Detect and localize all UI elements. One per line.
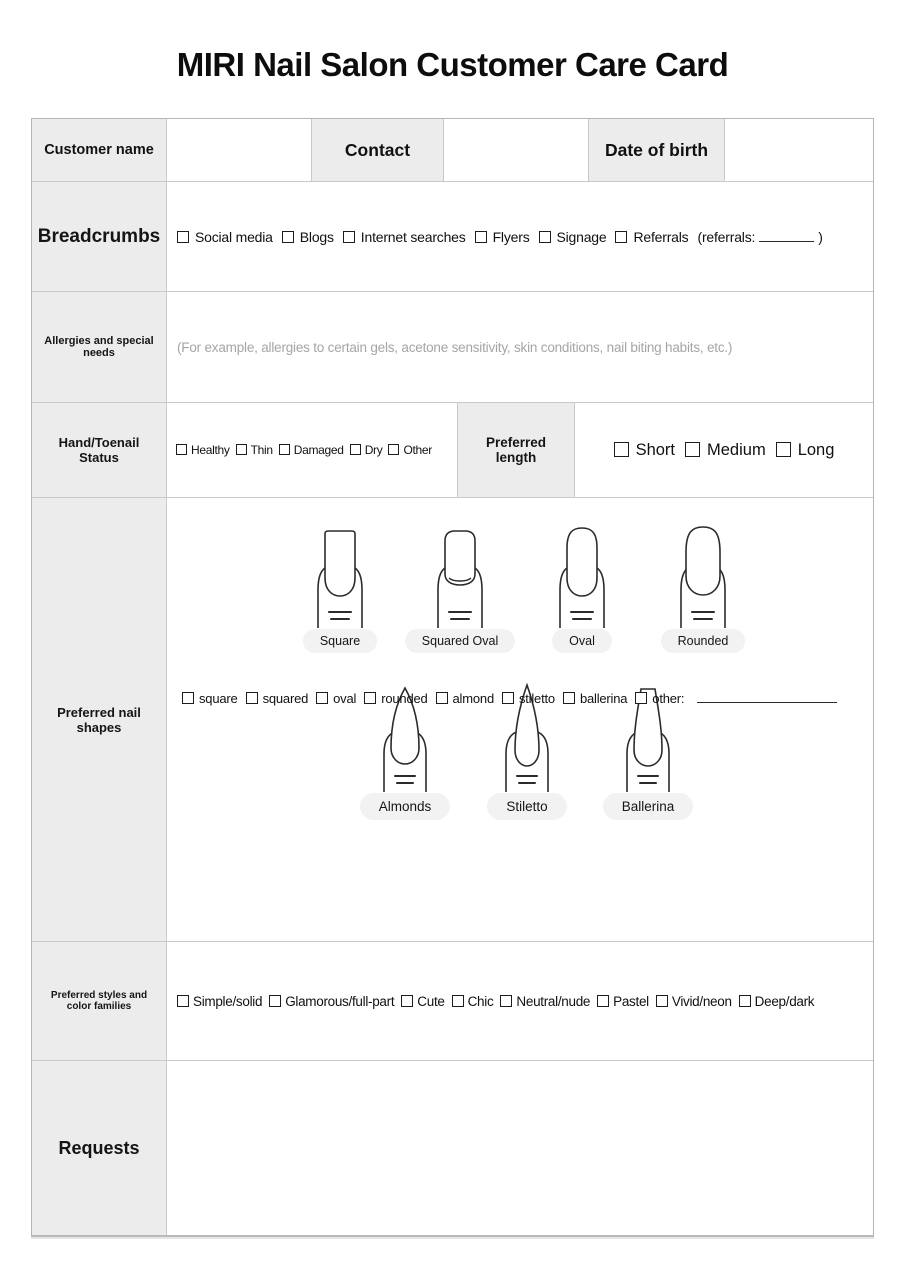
table-row-nail-shapes [32, 497, 873, 941]
checkbox-icon[interactable] [182, 692, 194, 704]
hand-status-label: Hand/Toenail Status [32, 403, 166, 497]
contact-input-cell[interactable] [443, 119, 588, 181]
preferred-length-label: Preferred length [457, 403, 574, 497]
length-option-medium[interactable]: Medium [685, 441, 766, 459]
requests-label: Requests [32, 1061, 166, 1235]
nail-shape-rounded-figure [643, 522, 763, 653]
table-row-styles [32, 941, 873, 1060]
date-of-birth-label: Date of birth [588, 119, 724, 181]
checkbox-icon[interactable] [246, 692, 258, 704]
breadcrumb-option-signage[interactable]: Signage [539, 229, 607, 245]
hand-status-option-damaged[interactable]: Damaged [279, 443, 344, 457]
checkbox-icon[interactable] [279, 444, 290, 455]
allergies-label: Allergies and special needs [32, 292, 166, 402]
style-option-pastel[interactable]: Pastel [597, 994, 649, 1009]
checkbox-icon[interactable] [500, 995, 512, 1007]
checkbox-icon[interactable] [615, 231, 627, 243]
shape-option-other[interactable]: other: [635, 691, 684, 706]
styles-label: Preferred styles and color families [32, 942, 166, 1060]
style-option-glamorous-full-part[interactable]: Glamorous/full-part [269, 994, 394, 1009]
checkbox-icon[interactable] [597, 995, 609, 1007]
care-card-table [31, 118, 874, 1237]
shape-option-square[interactable]: square [182, 691, 238, 706]
date-of-birth-input-cell[interactable] [724, 119, 873, 181]
preferred-length-options [574, 403, 873, 497]
style-option-cute[interactable]: Cute [401, 994, 444, 1009]
customer-name-input-cell[interactable] [166, 119, 311, 181]
checkbox-icon[interactable] [685, 442, 700, 457]
nail-shape-rounded-illustration [648, 522, 758, 628]
shape-pill-oval: Oval [552, 629, 612, 653]
length-option-short[interactable]: Short [614, 441, 675, 459]
hand-status-option-dry[interactable]: Dry [350, 443, 383, 457]
checkbox-icon[interactable] [388, 444, 399, 455]
breadcrumb-option-referrals[interactable]: Referrals [615, 229, 688, 245]
table-row-header-fields [32, 119, 873, 181]
requests-input-cell[interactable] [166, 1061, 873, 1235]
checkbox-icon[interactable] [436, 692, 448, 704]
allergies-placeholder: (For example, allergies to certain gels, acetone sensitivity, skin conditions, nail biting habits, etc.) [177, 339, 733, 355]
hand-status-option-healthy[interactable]: Healthy [176, 443, 230, 457]
shape-pill-ballerina: Ballerina [603, 793, 694, 820]
shape-option-rounded[interactable]: rounded [364, 691, 427, 706]
table-row-breadcrumbs [32, 181, 873, 291]
referrals-note: (referrals: [697, 229, 756, 245]
table-row-requests [32, 1060, 873, 1235]
contact-label: Contact [311, 119, 443, 181]
shape-pill-squared-oval: Squared Oval [405, 629, 515, 653]
breadcrumbs-label: Breadcrumbs [32, 182, 166, 291]
nail-shape-squared-oval-illustration [405, 522, 515, 628]
breadcrumb-option-internet-searches[interactable]: Internet searches [343, 229, 466, 245]
style-option-neutral-nude[interactable]: Neutral/nude [500, 994, 590, 1009]
style-option-deep-dark[interactable]: Deep/dark [739, 994, 815, 1009]
shape-other-blank-line[interactable] [697, 689, 837, 703]
hand-status-option-thin[interactable]: Thin [236, 443, 273, 457]
checkbox-icon[interactable] [236, 444, 247, 455]
checkbox-icon[interactable] [282, 231, 294, 243]
checkbox-icon[interactable] [177, 231, 189, 243]
table-row-allergies [32, 291, 873, 402]
page-title: MIRI Nail Salon Customer Care Card [176, 46, 729, 83]
checkbox-icon[interactable] [563, 692, 575, 704]
styles-options [166, 942, 821, 1060]
style-option-chic[interactable]: Chic [452, 994, 494, 1009]
breadcrumb-option-blogs[interactable]: Blogs [282, 229, 334, 245]
shape-option-squared[interactable]: squared [246, 691, 309, 706]
checkbox-icon[interactable] [269, 995, 281, 1007]
table-row-hand-status [32, 402, 873, 497]
breadcrumb-option-social-media[interactable]: Social media [177, 229, 273, 245]
shape-option-stiletto[interactable]: stiletto [502, 691, 555, 706]
shape-option-almond[interactable]: almond [436, 691, 494, 706]
shape-option-ballerina[interactable]: ballerina [563, 691, 627, 706]
checkbox-icon[interactable] [475, 231, 487, 243]
style-option-vivid-neon[interactable]: Vivid/neon [656, 994, 732, 1009]
length-option-long[interactable]: Long [776, 441, 835, 459]
referrals-note-close: ) [818, 229, 823, 245]
checkbox-icon[interactable] [452, 995, 464, 1007]
checkbox-icon[interactable] [316, 692, 328, 704]
customer-name-label: Customer name [32, 119, 166, 181]
hand-status-options [166, 403, 457, 497]
checkbox-icon[interactable] [614, 442, 629, 457]
nail-shape-square-illustration [285, 522, 395, 628]
breadcrumbs-options [166, 182, 823, 291]
nail-shape-oval-figure [522, 522, 642, 653]
checkbox-icon[interactable] [635, 692, 647, 704]
shape-pill-stiletto: Stiletto [487, 793, 566, 820]
allergies-input-cell[interactable] [166, 292, 732, 402]
nail-shapes-label: Preferred nail shapes [32, 498, 166, 941]
breadcrumb-option-flyers[interactable]: Flyers [475, 229, 530, 245]
shape-pill-almonds: Almonds [360, 793, 451, 820]
shape-pill-rounded: Rounded [661, 629, 746, 653]
checkbox-icon[interactable] [176, 444, 187, 455]
checkbox-icon[interactable] [177, 995, 189, 1007]
shape-option-oval[interactable]: oval [316, 691, 356, 706]
nail-shape-square-figure [280, 522, 400, 653]
checkbox-icon[interactable] [364, 692, 376, 704]
checkbox-icon[interactable] [539, 231, 551, 243]
checkbox-icon[interactable] [343, 231, 355, 243]
checkbox-icon[interactable] [350, 444, 361, 455]
style-option-simple-solid[interactable]: Simple/solid [177, 994, 262, 1009]
checkbox-icon[interactable] [502, 692, 514, 704]
nail-shape-squared-oval-figure [400, 522, 520, 653]
checkbox-icon[interactable] [776, 442, 791, 457]
checkbox-icon[interactable] [739, 995, 751, 1007]
referrals-blank-line[interactable] [759, 228, 814, 242]
shape-pill-square: Square [303, 629, 377, 653]
checkbox-icon[interactable] [401, 995, 413, 1007]
nail-shapes-content [166, 498, 873, 941]
hand-status-option-other[interactable]: Other [388, 443, 432, 457]
nail-shape-oval-illustration [527, 522, 637, 628]
checkbox-icon[interactable] [656, 995, 668, 1007]
nail-shape-options [182, 689, 837, 706]
